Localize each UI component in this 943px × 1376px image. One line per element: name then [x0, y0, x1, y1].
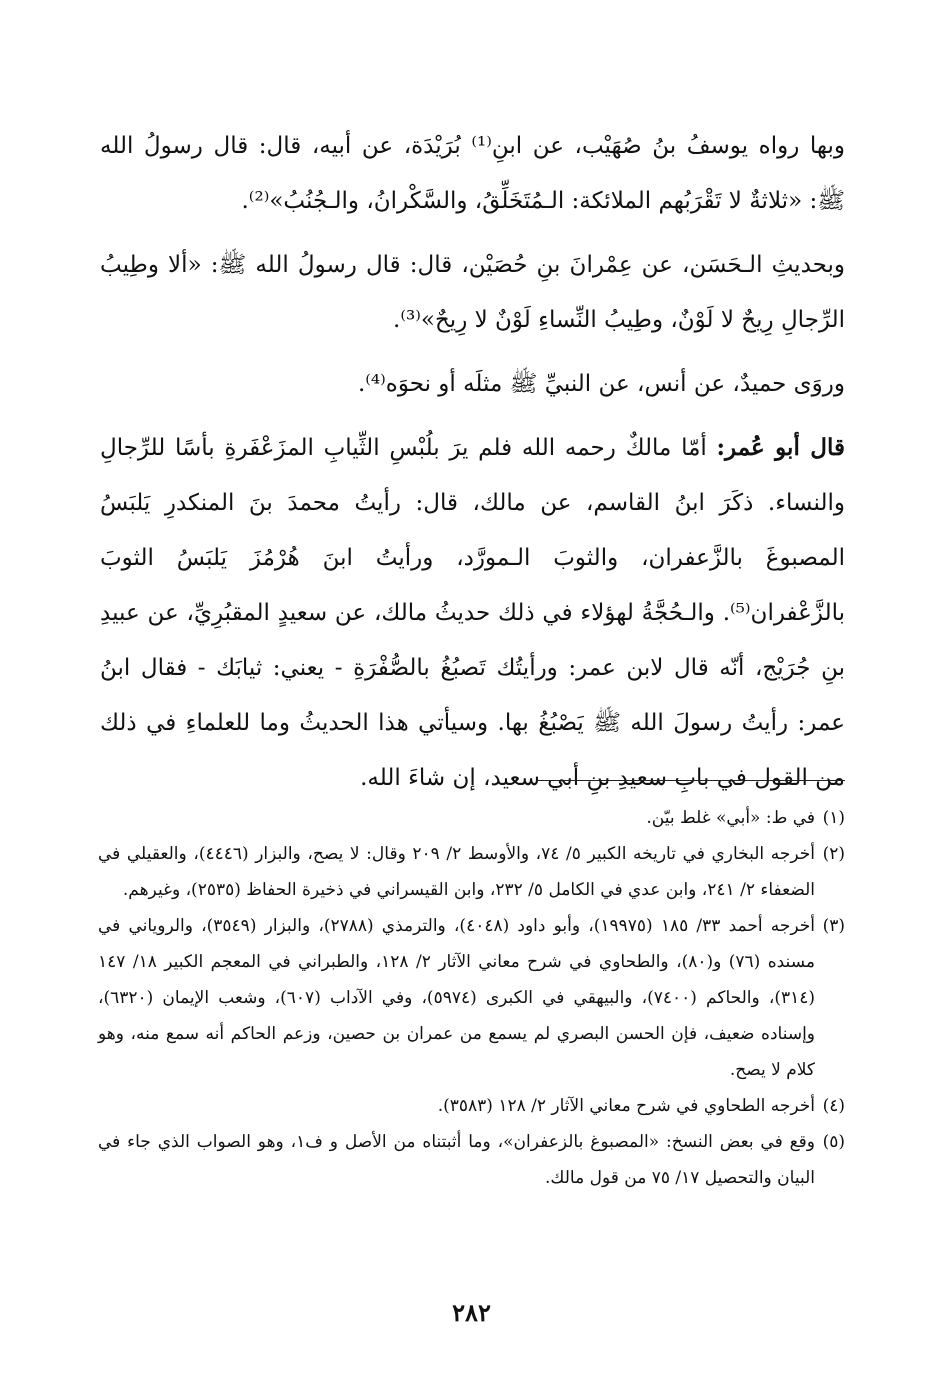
paragraph-lead: قال أبو عُمر: — [716, 434, 845, 461]
main-text-body — [100, 118, 845, 814]
footnote-4 — [98, 1088, 845, 1124]
paragraph-text: وبحديثِ الـحَسَن، عن عِمْرانَ بنِ حُصَيْن، قال: قال رسولُ الله ﷺ: «ألا وطِيبُ الرِّجالِ رِيحٌ لا لَوْنٌ، وطِيبُ النِّساءِ لَوْنٌ لا رِيحٌ»⁽³⁾. — [100, 252, 845, 333]
footnote-separator — [537, 780, 845, 781]
footnote-text: أخرجه الطحاوي في شرح معاني الآثار ٢/ ١٢٨ (٣٥٨٣). — [437, 1096, 815, 1116]
page-number: ٢٨٢ — [452, 1298, 491, 1327]
footnote-text: أخرجه البخاري في تاريخه الكبير ٥/ ٧٤، والأوسط ٢/ ٢٠٩ وقال: لا يصح، والبزار (٤٤٤٦)، والعقيلي في الضعفاء ٢/ ٢٤١، وابن عدي في الكامل ٥/ ٢٣٢، وابن القيسراني في ذخيرة الحفاظ (٢٥٣٥)، وغيرهم. — [98, 844, 815, 900]
footnote-text: أخرجه أحمد ٣٣/ ١٨٥ (١٩٩٧٥)، وأبو داود (٤٠٤٨)، والترمذي (٢٧٨٨)، والبزار (٣٥٤٩)، والروياني في مسنده (٧٦) و(٨٠)، والطحاوي في شرح معاني الآثار ٢/ ١٢٨، والطبراني في المعجم الكبير ١٨/ ١٤٧ (٣١٤)، والحاكم (٧٤٠٠)، والبيهقي في الكبرى (٥٩٧٤)، وفي الآداب (٦٠٧)، وشعب الإيمان (٦٣٢٠)، وإسناده ضعيف، فإن الحسن البصري لم يسمع من عمران بن حصين، وزعم الحاكم أنه سمع منه، وهو كلام لا يصح. — [98, 916, 816, 1080]
footnote-1 — [98, 800, 845, 836]
footnote-5 — [98, 1124, 845, 1196]
paragraph-1 — [100, 118, 845, 229]
footnote-number: (١) — [822, 808, 845, 828]
footnote-number: (٢) — [822, 844, 845, 864]
footnote-number: (٤) — [822, 1096, 845, 1116]
footnote-2 — [98, 836, 845, 908]
footnote-number: (٥) — [822, 1132, 845, 1152]
paragraph-text: أمّا مالكٌ رحمه الله فلم يرَ بلُبْسِ الثِّيابِ المزَعْفَرةِ بأسًا للرِّجالِ والنساء. ذكَرَ ابنُ القاسم، عن مالك، قال: رأيتُ محمدَ بنَ المنكدرِ يَلبَسُ المصبوغَ بالزَّعفران، والثوبَ الـمورَّد، ورأيتُ ابنَ هُرْمُزَ يَلبَسُ الثوبَ بالزَّعْفران⁽⁵⁾. والـحُجَّةُ لهؤلاء في ذلك حديثُ مالك، عن سعيدٍ المقبُرِيِّ، عن عبيدِ بنِ جُرَيْج، أنّه قال لابن عمر: ورأيتُك تَصبُغُ بالصُّفْرَةِ - يعني: ثيابَك - فقال ابنُ عمر: رأيتُ رسولَ الله ﷺ يَصْبُغُ بها. وسيأتي هذا الحديثُ وما للعلماءِ في ذلك من القول في بابِ سعيدِ بنِ أبي سعيد، إن شاءَ الله. — [100, 435, 845, 791]
paragraph-2 — [100, 237, 845, 348]
paragraph-4 — [100, 420, 845, 806]
footnote-text: وقع في بعض النسخ: «المصبوغ بالزعفران»، وما أثبتناه من الأصل و ف١، وهو الصواب الذي جاء في البيان والتحصيل ١٧/ ٧٥ من قول مالك. — [98, 1132, 815, 1188]
paragraph-text: وبها رواه يوسفُ بنُ صُهَيْب، عن ابنِ⁽¹⁾ بُرَيْدَة، عن أبيه، قال: قال رسولُ الله ﷺ: «ثلاثةٌ لا تَقْرَبُهم الملائكة: الـمُتَخَلِّقُ، والسَّكْرانُ، والـجُنُبُ»⁽²⁾. — [100, 133, 845, 214]
footnotes-section — [98, 800, 845, 1196]
footnote-text: في ط: «أبي» غلط بيّن. — [646, 808, 815, 828]
footnote-3 — [98, 908, 845, 1088]
paragraph-3 — [100, 356, 845, 412]
paragraph-text: وروَى حميدٌ، عن أنس، عن النبيِّ ﷺ مثلَه أو نحوَه⁽⁴⁾. — [357, 371, 845, 397]
footnote-number: (٣) — [822, 916, 845, 936]
